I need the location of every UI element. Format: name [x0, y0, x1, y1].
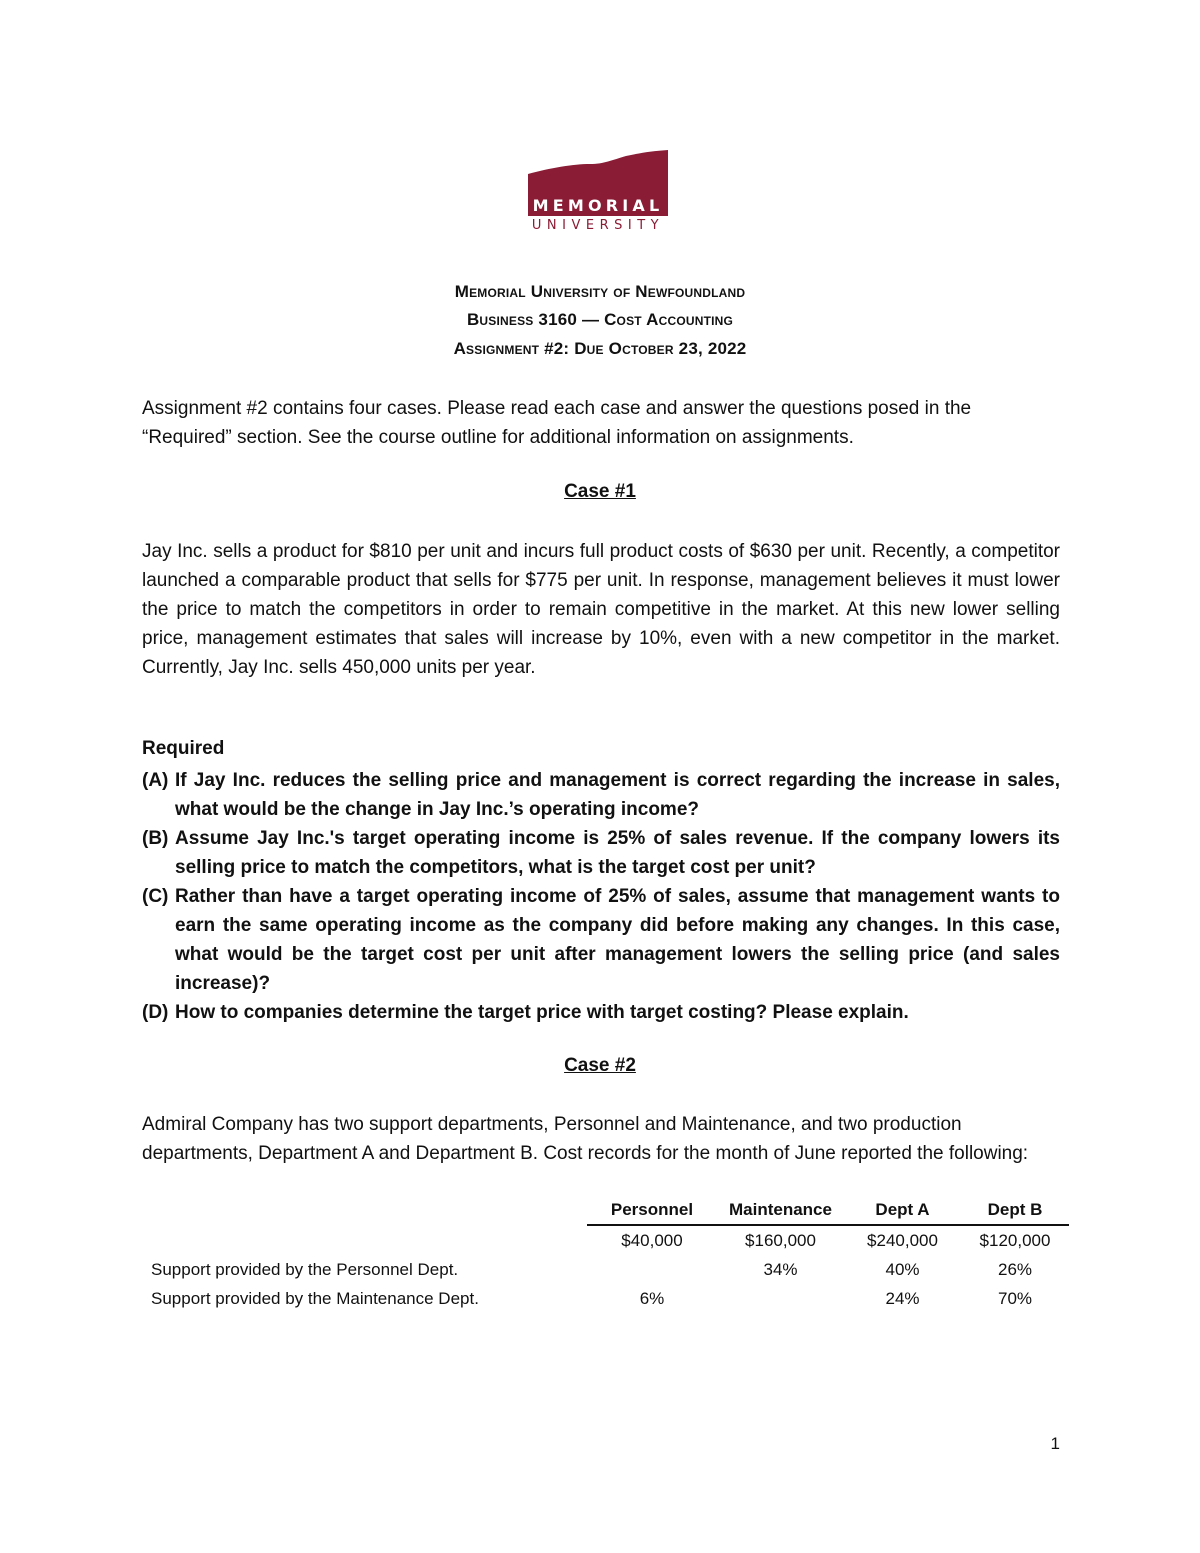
table-header-row [142, 1200, 1069, 1225]
table-row [142, 1225, 1069, 1255]
table-cell: $120,000 [979, 1230, 1051, 1250]
logo-word-memorial: MEMORIAL [532, 196, 664, 215]
case1-body: Jay Inc. sells a product for $810 per unit and incurs full product costs of $630 per unit. Recently, a competitor launched a comparable product that sells for $775 per unit. In response, management believes it must lower the price to match the competitors in order to remain competitive in the market. At this new lower selling price, management estimates that sales will increase by 10%, even with a new competitor in the market. Currently, Jay Inc. sells 450,000 units per year. [142, 541, 1060, 678]
table-cell: $240,000 [867, 1230, 938, 1250]
page-number: 1 [1050, 1434, 1060, 1453]
table-cell: 26% [997, 1259, 1033, 1279]
intro-paragraph: Assignment #2 contains four cases. Please read each case and answer the questions posed in the “Required” section. See the course outline for additional information on assignments. [142, 398, 972, 448]
question-text: If Jay Inc. reduces the selling price and management is correct regarding the increase in sales, what would be the change in Jay Inc.’s operating income? [175, 770, 1060, 820]
table-cell: 24% [885, 1288, 920, 1308]
question-c [142, 882, 1060, 998]
table-cell [142, 1225, 587, 1255]
table-header-maintenance: Maintenance [717, 1200, 844, 1225]
case2-body: Admiral Company has two support departments, Personnel and Maintenance, and two production departments, Department A and Department B. Cost records for the month of June reported the following: [142, 1114, 1029, 1164]
table-cell: 40% [885, 1259, 920, 1279]
table-cell: Support provided by the Personnel Dept. [151, 1259, 459, 1279]
table-cell: Support provided by the Maintenance Dept. [151, 1288, 479, 1308]
support-cost-table [142, 1200, 1069, 1313]
header-course: Business 3160 — Cost Accounting [466, 310, 734, 329]
question-tag: (C) [142, 886, 169, 907]
table-cell: 6% [639, 1288, 665, 1308]
table-cell: $160,000 [745, 1230, 816, 1250]
table-row [142, 1255, 1069, 1284]
table-cell [717, 1284, 844, 1313]
question-text: Assume Jay Inc.'s target operating income is 25% of sales revenue. If the company lowers its selling price to match the competitors, what is the target cost per unit? [175, 828, 1060, 878]
case2-title: Case #2 [564, 1055, 636, 1076]
question-text: How to companies determine the target price with target costing? Please explain. [175, 1002, 909, 1023]
question-b [142, 824, 1060, 882]
question-tag: (B) [142, 828, 169, 849]
question-a [142, 766, 1060, 824]
case1-title: Case #1 [564, 481, 636, 502]
header-institution: Memorial University of Newfoundland [454, 282, 746, 301]
table-cell: 70% [997, 1288, 1033, 1308]
header-assignment: Assignment #2: Due October 23, 2022 [453, 339, 747, 358]
table-cell [587, 1255, 717, 1284]
question-text: Rather than have a target operating income of 25% of sales, assume that management wants to earn the same operating income as the company did before making any changes. In this case, what would be the target cost per unit after management lowers the selling price (and sales increase)? [175, 886, 1060, 994]
table-header-dept-a: Dept A [844, 1200, 961, 1225]
table-header-personnel: Personnel [587, 1200, 717, 1225]
question-d [142, 998, 1060, 1027]
required-heading: Required [142, 738, 225, 759]
table-cell: 34% [763, 1259, 798, 1279]
table-cell: $40,000 [621, 1230, 683, 1250]
question-tag: (A) [142, 770, 169, 791]
table-header-dept-b: Dept B [961, 1200, 1069, 1225]
table-header-blank [142, 1200, 587, 1225]
question-tag: (D) [142, 1002, 169, 1023]
logo-word-university: UNIVERSITY [531, 218, 665, 233]
table-row [142, 1284, 1069, 1313]
